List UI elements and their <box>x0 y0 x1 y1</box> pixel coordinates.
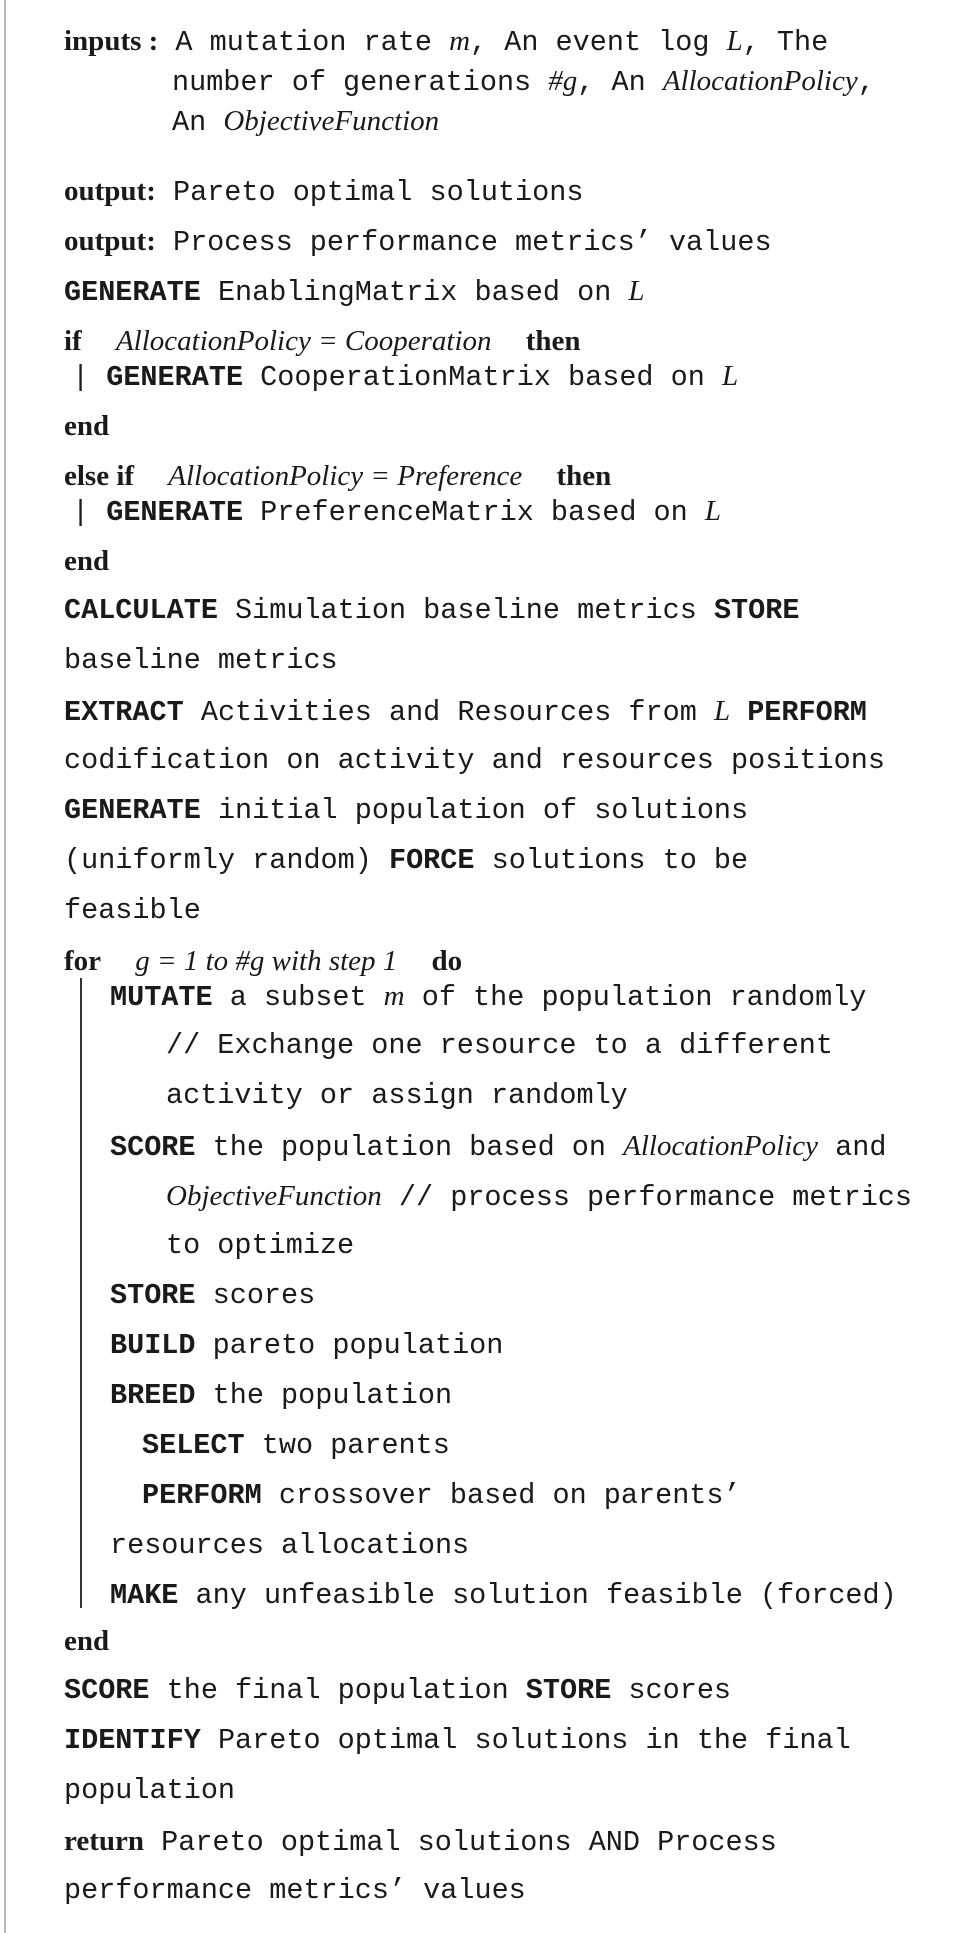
keyword: STORE <box>713 594 800 627</box>
step-extract-cont <box>64 736 885 786</box>
keyword: IDENTIFY <box>64 1724 201 1757</box>
comment-text: // Exchange one resource to a different <box>166 1029 834 1062</box>
step-calculate <box>64 586 799 636</box>
left-border-rule <box>4 0 6 1933</box>
step-generate-population-cont2 <box>64 886 201 936</box>
loop-breed <box>110 1371 452 1421</box>
if-condition: AllocationPolicy = Cooperation <box>115 325 492 357</box>
step-text: Simulation baseline metrics <box>235 594 697 627</box>
then-label: then <box>525 325 581 357</box>
var-L: L <box>628 275 645 307</box>
step-text: scores <box>212 1279 316 1312</box>
inputs-text: An <box>172 106 207 139</box>
loop-score <box>110 1121 886 1171</box>
loop-mutate-comment-cont <box>166 1071 628 1121</box>
output-line-2 <box>64 216 772 266</box>
step-text: the final population <box>166 1674 509 1707</box>
comment-text: activity or assign randomly <box>166 1079 628 1112</box>
step-text: Pareto optimal solutions AND Process <box>161 1826 777 1859</box>
var-allocation-policy: AllocationPolicy <box>623 1130 818 1162</box>
loop-mutate <box>110 971 866 1021</box>
step-text: the population based on <box>212 1131 606 1164</box>
if-body <box>72 351 738 401</box>
step-calculate-cont <box>64 636 338 686</box>
step-text: Pareto optimal solutions in the final <box>217 1724 851 1757</box>
loop-perform <box>142 1471 741 1521</box>
else-if-body <box>72 486 721 536</box>
keyword: GENERATE <box>106 496 244 529</box>
keyword: CALCULATE <box>64 594 218 627</box>
step-identify-cont <box>64 1766 235 1816</box>
keyword: SCORE <box>110 1131 196 1164</box>
var-allocation-policy: AllocationPolicy <box>662 65 858 97</box>
step-text: performance metrics’ values <box>64 1874 526 1907</box>
pipe: | <box>72 496 90 529</box>
keyword: BREED <box>110 1379 196 1412</box>
loop-score-cont <box>166 1171 912 1221</box>
loop-body-bar <box>80 978 82 1608</box>
step-text: population <box>64 1774 236 1807</box>
inputs-text: , The <box>742 26 829 59</box>
step-text: any unfeasible solution feasible (forced) <box>195 1579 897 1612</box>
step-generate-enabling <box>64 266 645 316</box>
end-else-if <box>64 536 109 586</box>
step-text: (uniformly random) <box>64 844 372 877</box>
keyword: SELECT <box>142 1429 245 1462</box>
end-label: end <box>64 545 110 577</box>
step-text: scores <box>628 1674 732 1707</box>
output-text: Process performance metrics’ values <box>172 226 772 259</box>
step-generate-population <box>64 786 748 836</box>
step-final-score <box>64 1666 731 1716</box>
loop-make <box>110 1571 897 1621</box>
return-label: return <box>64 1825 145 1857</box>
var-L: L <box>704 495 721 527</box>
keyword: PERFORM <box>142 1479 262 1512</box>
output-text: Pareto optimal solutions <box>172 176 584 209</box>
loop-store <box>110 1271 315 1321</box>
loop-select <box>142 1421 450 1471</box>
keyword: SCORE <box>64 1674 150 1707</box>
step-identify <box>64 1716 851 1766</box>
do-label: do <box>431 945 463 977</box>
keyword: GENERATE <box>106 361 244 394</box>
inputs-text: A mutation rate <box>175 26 432 59</box>
step-text: Activities and Resources from <box>200 696 697 729</box>
inputs-label: inputs : <box>64 25 159 57</box>
end-for <box>64 1616 109 1666</box>
loop-score-cont2 <box>166 1221 354 1271</box>
end-label: end <box>64 1625 110 1657</box>
var-m: m <box>383 980 405 1012</box>
keyword: GENERATE <box>64 794 201 827</box>
step-text: baseline metrics <box>64 644 338 677</box>
var-g: #g <box>548 65 578 97</box>
loop-perform-cont <box>110 1521 469 1571</box>
step-text: a subset <box>229 981 367 1014</box>
step-text: initial population of solutions <box>217 794 749 827</box>
step-text: EnablingMatrix based on <box>217 276 612 309</box>
step-text: codification on activity and resources positions <box>64 744 885 777</box>
inputs-text: , <box>857 66 875 99</box>
var-m: m <box>449 25 471 57</box>
inputs-text: number of generations <box>172 66 532 99</box>
output-line-1 <box>64 166 583 216</box>
end-label: end <box>64 410 110 442</box>
output-label: output: <box>64 175 156 207</box>
end-if <box>64 401 109 451</box>
loop-mutate-comment <box>166 1021 833 1071</box>
step-text: the population <box>212 1379 453 1412</box>
step-text: feasible <box>64 894 201 927</box>
step-text: PreferenceMatrix based on <box>260 496 688 529</box>
for-label: for <box>64 945 102 977</box>
inputs-text: , An <box>577 66 646 99</box>
keyword: PERFORM <box>747 696 867 729</box>
step-text: two parents <box>261 1429 450 1462</box>
keyword: STORE <box>525 1674 612 1707</box>
step-text: crossover based on parents’ <box>278 1479 741 1512</box>
step-return <box>64 1816 777 1866</box>
step-return-cont <box>64 1866 526 1916</box>
step-generate-population-cont <box>64 836 748 886</box>
var-objective-function: ObjectiveFunction <box>166 1180 382 1212</box>
keyword: MAKE <box>110 1579 179 1612</box>
if-label: if <box>64 325 82 357</box>
for-condition: g = 1 to #g with step 1 <box>135 945 398 977</box>
inputs-line-3 <box>172 96 439 146</box>
step-text: CooperationMatrix based on <box>260 361 705 394</box>
step-text: pareto population <box>212 1329 504 1362</box>
comment-text: // process performance metrics <box>398 1181 913 1214</box>
output-label: output: <box>64 225 156 257</box>
keyword: EXTRACT <box>64 696 184 729</box>
keyword: FORCE <box>388 844 475 877</box>
then-label: then <box>556 460 612 492</box>
keyword: BUILD <box>110 1329 196 1362</box>
step-extract <box>64 686 867 736</box>
keyword: STORE <box>110 1279 196 1312</box>
comment-text: to optimize <box>166 1229 355 1262</box>
keyword: GENERATE <box>64 276 201 309</box>
keyword: MUTATE <box>110 981 213 1014</box>
var-L: L <box>721 360 739 392</box>
var-L: L <box>726 25 743 57</box>
var-L: L <box>713 695 731 727</box>
else-if-label: else if <box>64 460 135 492</box>
step-text: solutions to be <box>491 844 749 877</box>
else-if-condition: AllocationPolicy = Preference <box>168 460 523 492</box>
step-text: and <box>835 1131 887 1164</box>
step-text: of the population randomly <box>421 981 867 1014</box>
var-objective-function: ObjectiveFunction <box>223 105 440 137</box>
step-text: resources allocations <box>110 1529 470 1562</box>
inputs-text: , An event log <box>470 26 710 59</box>
pipe: | <box>72 361 90 394</box>
loop-build <box>110 1321 503 1371</box>
